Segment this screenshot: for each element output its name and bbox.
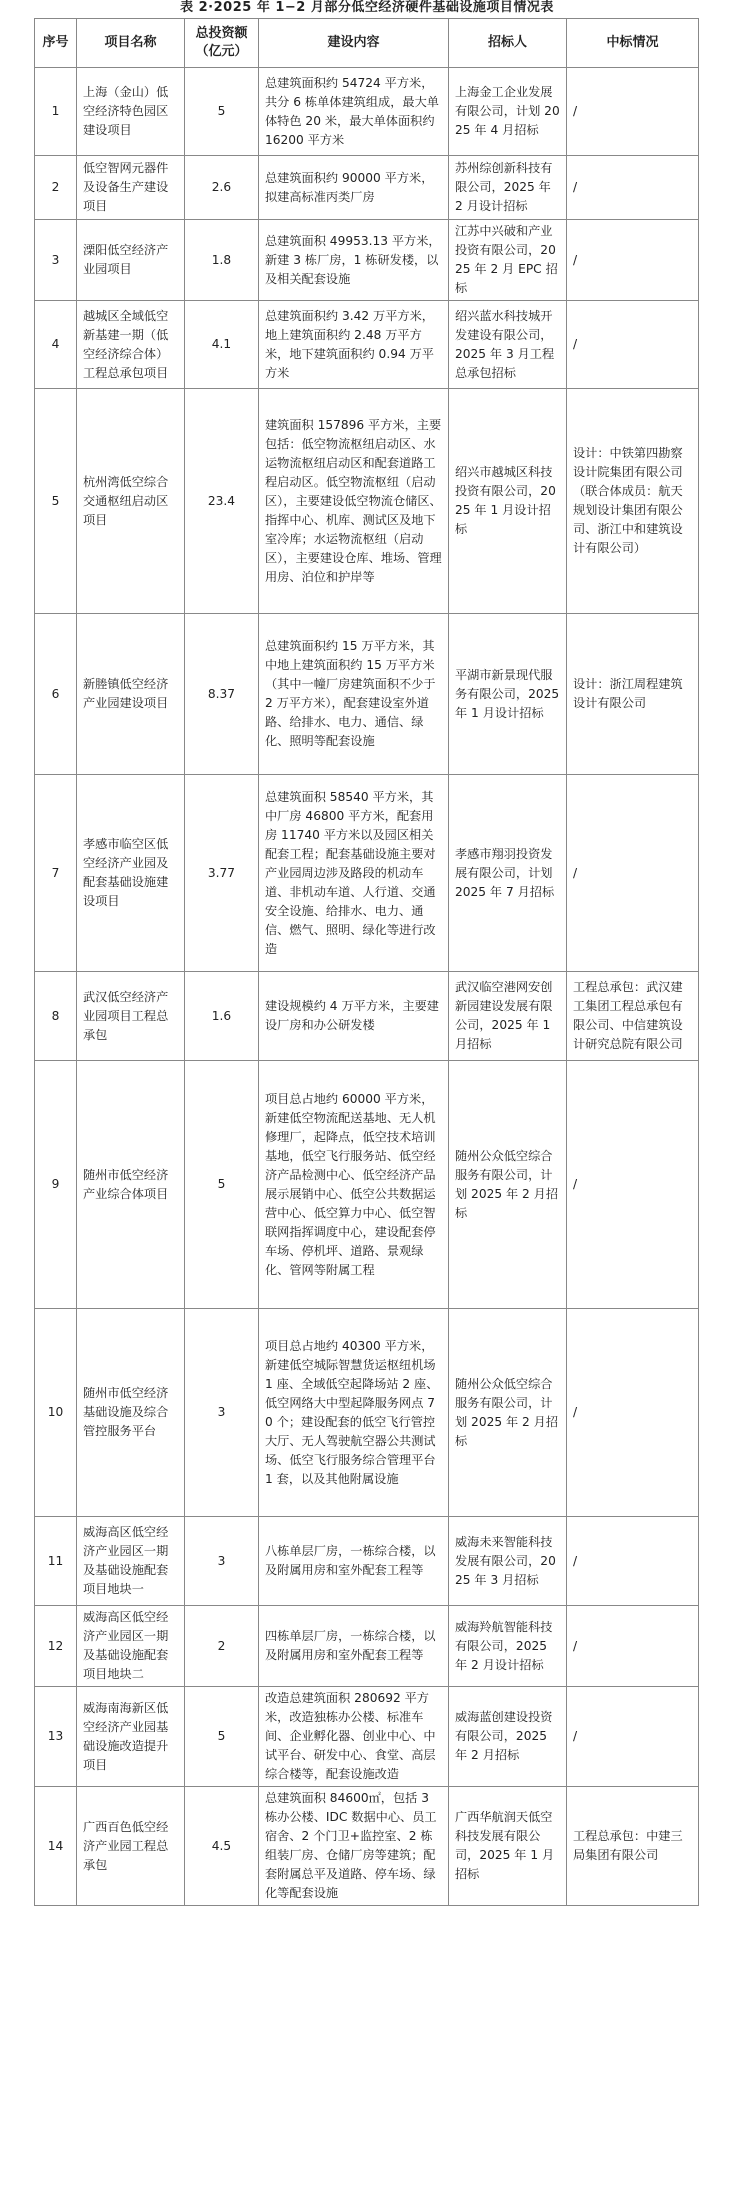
header-content: 建设内容	[259, 19, 449, 68]
cell-name: 武汉低空经济产业园项目工程总承包	[77, 972, 185, 1061]
cell-bidder: 威海未来智能科技发展有限公司，2025 年 3 月招标	[449, 1517, 567, 1606]
cell-bidder: 威海羚航智能科技有限公司，2025 年 2 月设计招标	[449, 1606, 567, 1687]
table-row	[35, 775, 699, 972]
cell-content: 改造总建筑面积 280692 平方米，改造独栋办公楼、标准车间、企业孵化器、创业中心、中试平台、研发中心、食堂、高层综合楼等，配套设施改造	[259, 1687, 449, 1787]
cell-winner: /	[567, 1061, 699, 1309]
cell-amount: 8.37	[185, 614, 259, 775]
cell-amount: 3	[185, 1517, 259, 1606]
table-row	[35, 1517, 699, 1606]
cell-content: 总建筑面积约 3.42 万平方米，地上建筑面积约 2.48 万平方米，地下建筑面积约 0.94 万平方米	[259, 301, 449, 389]
table-row	[35, 1061, 699, 1309]
cell-bidder: 绍兴蓝水科技城开发建设有限公司，2025 年 3 月工程总承包招标	[449, 301, 567, 389]
cell-content: 建筑面积 157896 平方米，主要包括：低空物流枢纽启动区、水运物流枢纽启动区和配套道路工程启动区。低空物流枢纽（启动区），主要建设低空物流仓储区、指挥中心、机库、测试区及地下室冷库；水运物流枢纽（启动区），主要建设仓库、堆场、管理用房、泊位和护岸等	[259, 389, 449, 614]
table-row	[35, 1787, 699, 1906]
table-row	[35, 68, 699, 156]
cell-bidder: 随州公众低空综合服务有限公司，计划 2025 年 2 月招标	[449, 1309, 567, 1517]
table-title: 表 2·2025 年 1−2 月部分低空经济硬件基础设施项目情况表	[180, 0, 554, 15]
cell-name: 越城区全域低空新基建一期（低空经济综合体）工程总承包项目	[77, 301, 185, 389]
cell-winner: 设计：浙江周程建筑设计有限公司	[567, 614, 699, 775]
header-no: 序号	[35, 19, 77, 68]
table-header-row	[35, 19, 699, 68]
cell-bidder: 随州公众低空综合服务有限公司，计划 2025 年 2 月招标	[449, 1061, 567, 1309]
cell-name: 随州市低空经济基础设施及综合管控服务平台	[77, 1309, 185, 1517]
cell-bidder: 苏州综创新科技有限公司，2025 年 2 月设计招标	[449, 156, 567, 220]
cell-content: 四栋单层厂房，一栋综合楼，以及附属用房和室外配套工程等	[259, 1606, 449, 1687]
table-row	[35, 972, 699, 1061]
cell-winner: /	[567, 68, 699, 156]
table-row	[35, 156, 699, 220]
cell-winner: 设计：中铁第四勘察设计院集团有限公司（联合体成员：航天规划设计集团有限公司、浙江中和建筑设计有限公司）	[567, 389, 699, 614]
cell-no: 2	[35, 156, 77, 220]
cell-bidder: 孝感市翔羽投资发展有限公司，计划 2025 年 7 月招标	[449, 775, 567, 972]
cell-winner: /	[567, 1687, 699, 1787]
cell-amount: 4.5	[185, 1787, 259, 1906]
cell-no: 1	[35, 68, 77, 156]
cell-amount: 5	[185, 1061, 259, 1309]
cell-content: 项目总占地约 60000 平方米，新建低空物流配送基地、无人机修理厂，起降点，低空技术培训基地，低空飞行服务站、低空经济产品检测中心、低空经济产品展示展销中心、低空公共数据运营中心、低空算力中心、低空智联网指挥调度中心，建设配套停车场、停机坪、道路、景观绿化、管网等附属工程	[259, 1061, 449, 1309]
table-body	[35, 68, 699, 1906]
cell-no: 6	[35, 614, 77, 775]
cell-content: 总建筑面积 84600㎡，包括 3 栋办公楼、IDC 数据中心、员工宿舍、2 个门卫+监控室、2 栋组装厂房、仓储厂房等建筑；配套附属总平及道路、停车场、绿化等配套设施	[259, 1787, 449, 1906]
cell-content: 总建筑面积约 54724 平方米，共分 6 栋单体建筑组成，最大单体特色 20 米，最大单体面积约 16200 平方米	[259, 68, 449, 156]
table-row	[35, 220, 699, 301]
cell-name: 新塍镇低空经济产业园建设项目	[77, 614, 185, 775]
cell-name: 杭州湾低空综合交通枢纽启动区项目	[77, 389, 185, 614]
cell-winner: /	[567, 1517, 699, 1606]
cell-name: 威海南海新区低空经济产业园基础设施改造提升项目	[77, 1687, 185, 1787]
cell-no: 12	[35, 1606, 77, 1687]
header-bidder: 招标人	[449, 19, 567, 68]
cell-bidder: 武汉临空港网安创新园建设发展有限公司，2025 年 1 月招标	[449, 972, 567, 1061]
cell-winner: /	[567, 301, 699, 389]
cell-no: 9	[35, 1061, 77, 1309]
cell-content: 建设规模约 4 万平方米，主要建设厂房和办公研发楼	[259, 972, 449, 1061]
cell-name: 上海（金山）低空经济特色园区建设项目	[77, 68, 185, 156]
cell-amount: 4.1	[185, 301, 259, 389]
cell-amount: 2	[185, 1606, 259, 1687]
cell-amount: 23.4	[185, 389, 259, 614]
cell-amount: 3.77	[185, 775, 259, 972]
cell-name: 威海高区低空经济产业园区一期及基础设施配套项目地块二	[77, 1606, 185, 1687]
cell-bidder: 上海金工企业发展有限公司，计划 2025 年 4 月招标	[449, 68, 567, 156]
table-row	[35, 389, 699, 614]
cell-name: 随州市低空经济产业综合体项目	[77, 1061, 185, 1309]
table-row	[35, 301, 699, 389]
cell-no: 5	[35, 389, 77, 614]
cell-winner: /	[567, 220, 699, 301]
cell-name: 广西百色低空经济产业园工程总承包	[77, 1787, 185, 1906]
cell-winner: /	[567, 156, 699, 220]
cell-no: 10	[35, 1309, 77, 1517]
cell-no: 8	[35, 972, 77, 1061]
table-row	[35, 1606, 699, 1687]
header-amount: 总投资额（亿元）	[185, 19, 259, 68]
cell-amount: 5	[185, 68, 259, 156]
cell-amount: 1.6	[185, 972, 259, 1061]
cell-winner: 工程总承包：中建三局集团有限公司	[567, 1787, 699, 1906]
cell-amount: 2.6	[185, 156, 259, 220]
cell-content: 项目总占地约 40300 平方米，新建低空城际智慧货运枢纽机场 1 座、全域低空起降场站 2 座、低空网络大中型起降服务网点 70 个；建设配套的低空飞行管控大厅、无人驾驶航空器公共测试场、低空飞行服务综合管理平台 1 套，以及其他附属设施	[259, 1309, 449, 1517]
cell-content: 八栋单层厂房，一栋综合楼，以及附属用房和室外配套工程等	[259, 1517, 449, 1606]
cell-bidder: 江苏中兴破和产业投资有限公司，2025 年 2 月 EPC 招标	[449, 220, 567, 301]
cell-no: 3	[35, 220, 77, 301]
cell-no: 11	[35, 1517, 77, 1606]
table-row	[35, 1309, 699, 1517]
cell-content: 总建筑面积约 90000 平方米，拟建高标准丙类厂房	[259, 156, 449, 220]
cell-bidder: 广西华航润天低空科技发展有限公司，2025 年 1 月招标	[449, 1787, 567, 1906]
cell-bidder: 绍兴市越城区科技投资有限公司，2025 年 1 月设计招标	[449, 389, 567, 614]
cell-name: 威海高区低空经济产业园区一期及基础设施配套项目地块一	[77, 1517, 185, 1606]
projects-table	[34, 18, 699, 1906]
cell-content: 总建筑面积 58540 平方米，其中厂房 46800 平方米，配套用房 11740 平方米以及园区相关配套工程；配套基础设施主要对产业园周边涉及路段的机动车道、非机动车道、人行道、交通安全设施、给排水、电力、通信、燃气、照明、绿化等进行改造	[259, 775, 449, 972]
cell-winner: /	[567, 1606, 699, 1687]
cell-no: 13	[35, 1687, 77, 1787]
cell-no: 14	[35, 1787, 77, 1906]
header-winner: 中标情况	[567, 19, 699, 68]
cell-content: 总建筑面积约 15 万平方米，其中地上建筑面积约 15 万平方米（其中一幢厂房建筑面积不少于 2 万平方米），配套建设室外道路、给排水、电力、通信、绿化、照明等配套设施	[259, 614, 449, 775]
cell-amount: 1.8	[185, 220, 259, 301]
cell-winner: /	[567, 1309, 699, 1517]
cell-bidder: 威海蓝创建设投资有限公司，2025 年 2 月招标	[449, 1687, 567, 1787]
table-row	[35, 614, 699, 775]
cell-name: 低空智网元器件及设备生产建设项目	[77, 156, 185, 220]
cell-no: 7	[35, 775, 77, 972]
cell-content: 总建筑面积 49953.13 平方米，新建 3 栋厂房，1 栋研发楼，以及相关配套设施	[259, 220, 449, 301]
cell-name: 溧阳低空经济产业园项目	[77, 220, 185, 301]
cell-bidder: 平湖市新景现代服务有限公司，2025 年 1 月设计招标	[449, 614, 567, 775]
cell-no: 4	[35, 301, 77, 389]
cell-winner: 工程总承包：武汉建工集团工程总承包有限公司、中信建筑设计研究总院有限公司	[567, 972, 699, 1061]
cell-name: 孝感市临空区低空经济产业园及配套基础设施建设项目	[77, 775, 185, 972]
header-name: 项目名称	[77, 19, 185, 68]
table-row	[35, 1687, 699, 1787]
cell-amount: 3	[185, 1309, 259, 1517]
cell-winner: /	[567, 775, 699, 972]
cell-amount: 5	[185, 1687, 259, 1787]
